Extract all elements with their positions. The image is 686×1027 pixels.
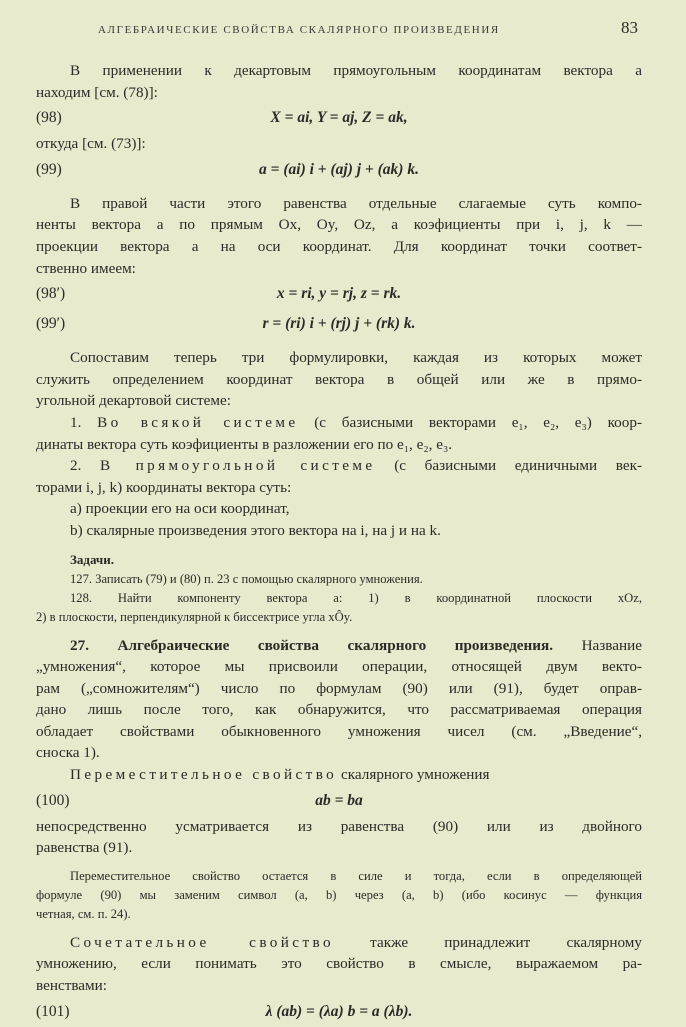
spaced-term: Сочетательное свойство	[70, 933, 334, 951]
book-page	[36, 18, 642, 1027]
text-line: откуда [см. (73)]:	[36, 135, 146, 153]
text-line: 2) в плоскости, перпендикулярной к биссектрисе угла xÔy.	[36, 609, 353, 624]
text-line: сноска 1).	[36, 744, 100, 762]
formula: r = (ri) i + (rj) j + (rk) k.	[262, 315, 416, 333]
text-line: динаты вектора суть коэфициенты в разложении его по e₁, e₂, e₃.	[36, 435, 453, 453]
text-line: формуле (90) мы заменим символ (a, b) через (a, b) (ибо косинус — функция	[36, 887, 642, 902]
item-number: 2.	[70, 457, 82, 475]
text-line: находим [см. (78)]:	[36, 83, 158, 101]
text-line: четная, см. п. 24).	[36, 906, 131, 921]
running-title: АЛГЕБРАИЧЕСКИЕ СВОЙСТВА СКАЛЯРНОГО ПРОИЗВЕДЕНИЯ	[98, 24, 500, 36]
page-number: 83	[621, 18, 638, 37]
text-line: Сопоставим теперь три формулировки, каждая из которых может	[70, 349, 642, 367]
item-text: (с базисными векторами e₁, e₂, e₃) коор-	[314, 413, 643, 431]
formula: a = (ai) i + (aj) j + (ak) k.	[259, 160, 419, 178]
text-line: обладает свойствами обыкновенного умножения чисел (см. „Введение“,	[36, 722, 642, 740]
tasks-title: Задачи.	[70, 551, 114, 567]
spaced-term: Во всякой системе	[97, 413, 299, 431]
list-item-1	[36, 412, 642, 434]
text-line: дано лишь после того, как обнаружится, что рассматриваемая операция	[36, 701, 642, 719]
text: также принадлежит скалярному	[370, 933, 643, 951]
section-27-first-line	[36, 635, 642, 657]
section-heading: 27. Алгебраические свойства скалярного произведения.	[70, 636, 554, 654]
text-line: венствами:	[36, 977, 107, 995]
equation-number: (99)	[36, 160, 62, 178]
text-line: непосредственно усматривается из равенства (90) или из двойного	[36, 817, 642, 835]
formula: ab = ba	[315, 791, 363, 809]
equation-99	[36, 155, 642, 185]
text-line: ненты вектора a по прямым Ox, Oy, Oz, а коэфициенты при i, j, k —	[36, 216, 642, 234]
commutative-heading	[36, 764, 642, 786]
list-item-2a: a) проекции его на оси координат,	[70, 500, 290, 518]
text-line: угольной декартовой системе:	[36, 392, 231, 410]
equation-number: (98)	[36, 109, 62, 127]
spaced-term: В прямоугольной системе	[100, 457, 376, 475]
text-line: торами i, j, k) координаты вектора суть:	[36, 478, 292, 496]
task-128: 128. Найти компоненту вектора a: 1) в координатной плоскости xOz,	[70, 590, 642, 605]
text-line: Переместительное свойство остается в силе и тогда, если в определяющей	[70, 868, 642, 883]
text-line: В применении к декартовым прямоугольным координатам вектора a	[70, 62, 642, 79]
formula: λ (ab) = (λa) b = a (λb).	[265, 1002, 413, 1020]
list-item-2	[36, 455, 642, 477]
page-header	[36, 18, 642, 44]
equation-100	[36, 786, 642, 816]
text-line: В правой части этого равенства отдельные слагаемые суть компо-	[70, 194, 642, 212]
equation-number: (99′)	[36, 315, 66, 333]
equation-number: (101)	[36, 1002, 70, 1020]
equation-number: (100)	[36, 791, 70, 809]
text-line: рам („сомножителям“) число по формулам (90) или (91), будет оправ-	[36, 679, 642, 697]
equation-99-prime	[36, 309, 642, 339]
equation-101	[36, 997, 642, 1027]
text-line: служить определением координат вектора в общей или же в прямо-	[36, 370, 642, 388]
list-item-2b: b) скалярные произведения этого вектора на i, на j и на k.	[70, 521, 441, 539]
formula: x = ri, y = rj, z = rk.	[276, 285, 402, 303]
equation-98	[36, 103, 642, 133]
spaced-term: Переместительное свойство	[70, 766, 338, 784]
item-number: 1.	[70, 413, 82, 431]
text: скалярного умножения	[340, 766, 490, 784]
text: Название	[581, 636, 643, 654]
formula: X = ai, Y = aj, Z = ak,	[270, 109, 408, 127]
tasks-block	[36, 550, 642, 627]
text-line: равенства (91).	[36, 839, 133, 857]
equation-number: (98′)	[36, 285, 66, 303]
note-block	[36, 867, 642, 924]
equation-98-prime	[36, 279, 642, 309]
text-line: проекции вектора a на оси координат. Для координат точки соответ-	[36, 237, 642, 255]
associative-first-line	[36, 932, 642, 954]
text-line: „умножения“, которое мы присвоили операции, относящей двум векто-	[36, 658, 642, 676]
text-line: ственно имеем:	[36, 259, 136, 277]
item-text: (с базисными единичными век-	[394, 457, 643, 475]
task-127: 127. Записать (79) и (80) п. 23 с помощью скалярного умножения.	[70, 571, 423, 586]
text-line: умножению, если понимать это свойство в смысле, выражаемом ра-	[36, 955, 642, 973]
